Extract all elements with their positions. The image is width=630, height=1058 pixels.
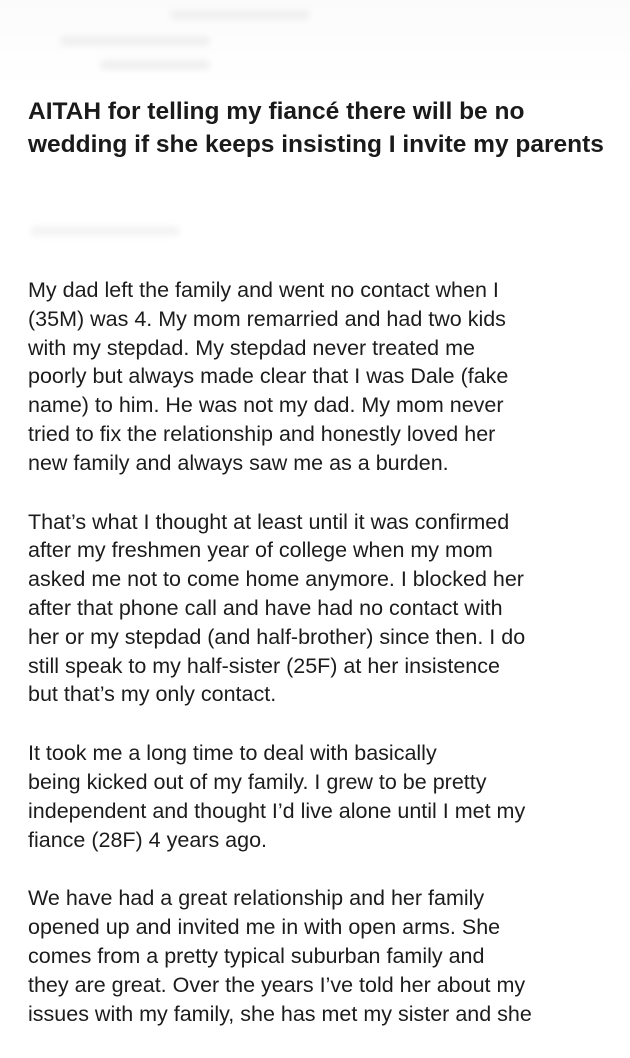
blurred-meta-line [30,226,180,236]
blurred-header-line [100,60,210,70]
post-title: AITAH for telling my fiancé there will be no wedding if she keeps insisting I invite my parents [28,98,604,158]
blurred-header [0,0,630,90]
blurred-header-line [60,36,210,46]
post-paragraph: We have had a great relationship and her family opened up and invited me in with open arms. She comes from a pretty typical suburban family and they are great. Over the years I’ve told her about my issues with my family, she has met my sister and she [28,886,532,1026]
post-paragraph: That’s what I thought at least until it was confirmed after my freshmen year of college when my mom asked me not to come home anymore. I blocked her after that phone call and have had no contact with her or my stepdad (and half-brother) since then. I do still speak to my half-sister (25F) at her insistence but that’s my only contact. [28,509,526,707]
post-body [28,276,613,1058]
blurred-header-line [170,10,310,20]
post-paragraph: My dad left the family and went no contact when I (35M) was 4. My mom remarried and had two kids with my stepdad. My stepdad never treated me poorly but always made clear that I was Dale (fake name) to him. He was not my dad. My mom never tried to fix the relationship and honestly loved her new family and always saw me as a burden. [28,278,509,475]
post-paragraph: It took me a long time to deal with basically being kicked out of my family. I grew to be pretty independent and thought I’d live alone until I met my fiance (28F) 4 years ago. [28,741,526,852]
